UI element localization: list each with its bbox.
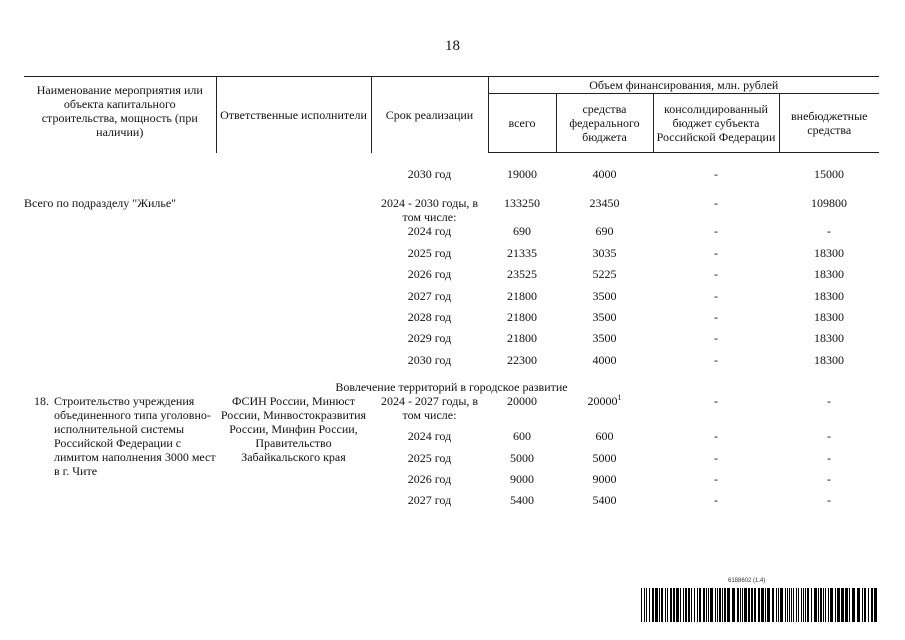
- cell-total: 9000: [510, 471, 534, 486]
- header-regional: консолидированный бюджет субъекта Российской Федерации: [653, 94, 779, 153]
- table-row: [24, 246, 879, 267]
- cell-federal: 23450: [589, 196, 620, 211]
- cell-extra: 15000: [814, 167, 844, 181]
- cell-federal: 3500: [592, 331, 617, 346]
- cell-extra: -: [827, 493, 831, 508]
- cell-period: 2030 год: [407, 166, 452, 181]
- financing-table: [24, 76, 879, 515]
- cell-regional: -: [714, 196, 718, 211]
- cell-regional: -: [714, 471, 718, 486]
- cell-period: 2024 год: [407, 224, 452, 239]
- cell-total: 133250: [504, 196, 540, 211]
- barcode: [641, 588, 879, 622]
- cell-total: 19000: [507, 167, 537, 181]
- cell-total: 21800: [507, 288, 537, 303]
- table-row: [24, 394, 879, 429]
- cell-federal: 5000: [592, 450, 617, 465]
- cell-period: 2024 - 2027 годы, в том числе:: [380, 394, 479, 423]
- cell-period: 2025 год: [407, 450, 452, 465]
- header-financing: Объем финансирования, млн. рублей: [488, 77, 879, 94]
- cell-period: 2026 год: [407, 471, 452, 486]
- header-period: Срок реализации: [371, 77, 488, 153]
- table-row: [24, 353, 879, 374]
- cell-extra: 18300: [814, 309, 844, 324]
- table-row: [24, 310, 879, 331]
- cell-total: 23525: [507, 267, 537, 282]
- item-name: Строительство учреждения объединенного типа уголовно-исполнительной системы Российской Федерации с лимитом наполнения 3000 мест в г. Чите: [54, 394, 216, 479]
- section-title: Вовлечение территорий в городское развитие: [335, 380, 568, 395]
- cell-extra: 109800: [811, 196, 847, 211]
- cell-extra: -: [827, 429, 831, 444]
- cell-extra: -: [827, 394, 831, 409]
- cell-period: 2027 год: [407, 288, 452, 303]
- cell-extra: 18300: [814, 267, 844, 282]
- cell-total: 5000: [510, 450, 534, 465]
- cell-federal: 9000: [592, 471, 617, 486]
- cell-regional: -: [714, 167, 718, 181]
- table-row: [24, 331, 879, 352]
- table-row: [24, 224, 879, 245]
- cell-extra: -: [827, 471, 831, 486]
- item-responsible: ФСИН России, Минюст России, Минвостокразвития России, Минфин России, Правительство Забайкальского края: [220, 394, 367, 465]
- cell-federal-value: 20000: [587, 394, 618, 409]
- cell-regional: -: [714, 245, 718, 260]
- cell-period: 2030 год: [407, 352, 452, 367]
- cell-regional: -: [714, 331, 718, 346]
- cell-regional: -: [714, 267, 718, 282]
- barcode-label: 6188602 (1.4): [728, 578, 766, 584]
- cell-regional: -: [714, 450, 718, 465]
- cell-extra: 18300: [814, 352, 844, 367]
- header-responsible: Ответственные исполнители: [216, 77, 371, 153]
- cell-total: 21800: [507, 309, 537, 324]
- table-row: [24, 153, 879, 189]
- cell-extra: 18300: [814, 331, 844, 346]
- cell-period: 2026 год: [407, 267, 452, 282]
- header-total: всего: [488, 94, 556, 153]
- cell-extra: 18300: [814, 245, 844, 260]
- cell-total: 600: [513, 429, 531, 444]
- cell-federal: [556, 394, 653, 429]
- table-row: [24, 267, 879, 288]
- cell-federal: 3500: [592, 309, 617, 324]
- page-number: 18: [445, 38, 460, 54]
- cell-federal: 5400: [592, 493, 617, 508]
- cell-extra: -: [827, 224, 831, 239]
- cell-regional: -: [714, 224, 718, 239]
- item-18-title: [24, 394, 216, 515]
- cell-total: 5400: [510, 493, 534, 508]
- cell-total: 22300: [507, 352, 537, 367]
- cell-period: 2028 год: [407, 309, 452, 324]
- cell-period: 2024 - 2030 годы, в том числе:: [380, 196, 479, 225]
- cell-period: 2025 год: [407, 245, 452, 260]
- cell-federal: 5225: [592, 267, 617, 282]
- cell-regional: -: [714, 309, 718, 324]
- cell-regional: -: [714, 394, 718, 409]
- cell-period: 2024 год: [407, 429, 452, 444]
- cell-extra: -: [827, 450, 831, 465]
- cell-federal: 690: [595, 224, 614, 239]
- cell-regional: -: [714, 288, 718, 303]
- cell-regional: -: [714, 352, 718, 367]
- cell-total: 21800: [507, 331, 537, 346]
- cell-federal: 4000: [592, 352, 617, 367]
- section-row: [24, 374, 879, 394]
- header-federal: средства федерального бюджета: [556, 94, 653, 153]
- cell-federal: 3500: [592, 288, 617, 303]
- cell-total: 20000: [507, 394, 537, 409]
- cell-regional: -: [714, 429, 718, 444]
- header-name: Наименование мероприятия или объекта капитального строительства, мощность (при наличии): [24, 77, 216, 153]
- header-extra: внебюджетные средства: [779, 94, 879, 153]
- cell-extra: 18300: [814, 288, 844, 303]
- cell-federal: 4000: [592, 167, 617, 181]
- item-number: 18.: [34, 394, 49, 409]
- footnote-mark: 1: [617, 393, 622, 403]
- cell-period: 2027 год: [407, 493, 452, 508]
- cell-federal: 3035: [592, 245, 617, 260]
- cell-total: 690: [513, 224, 531, 239]
- cell-regional: -: [714, 493, 718, 508]
- table-row: [24, 289, 879, 310]
- table-row: [24, 188, 879, 224]
- cell-federal: 600: [595, 429, 614, 444]
- cell-period: 2029 год: [407, 331, 452, 346]
- cell-total: 21335: [507, 245, 537, 260]
- subtotal-label: Всего по подразделу "Жилье": [24, 196, 177, 211]
